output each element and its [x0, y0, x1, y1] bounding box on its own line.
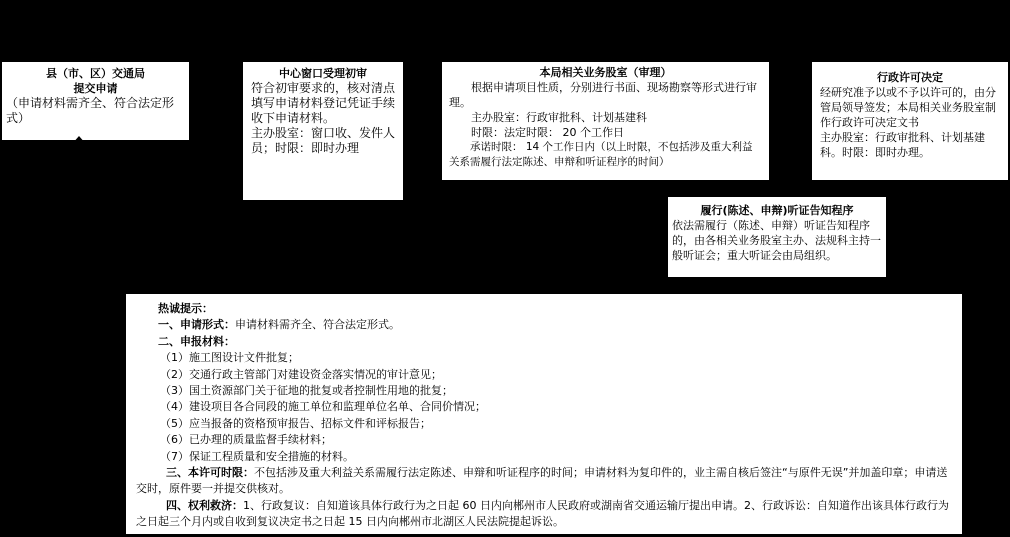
step-hearing-notice-body: 依法需履行（陈述、申辩）听证告知程序的，由各相关业务股室主办、法规科主持一般听证会；重大听证会由局组织。 — [672, 219, 881, 262]
step-hearing-notice — [668, 197, 886, 277]
tips-section-2-label: 二、申报材料： — [158, 334, 235, 348]
list-item: （6）已办理的质量监督手续材料； — [160, 433, 332, 447]
list-item: （7）保证工程质量和安全措施的材料。 — [160, 449, 354, 463]
step-window-review-office: 主办股室：窗口收、发件人员；时限：即时办理 — [251, 126, 396, 155]
tips-section-3-text: 不包括涉及重大利益关系需履行法定陈述、申辩和听证程序的时间；申请材料为复印件的，业主需自核后签注“与原件无误”并加盖印章；申请送交时，原件要一并提交供核对。 — [136, 466, 948, 496]
tips-section-3 — [136, 465, 952, 498]
step-window-review-body: 符合初审要求的，核对清点填写申请材料登记凭证手续收下申请材料。 — [251, 81, 396, 125]
step-department-review-desc: 根据申请项目性质，分别进行书面、现场勘察等形式进行审理。 — [449, 81, 757, 109]
list-item: （5）应当报备的资格预审报告、招标文件和评标报告； — [160, 416, 431, 430]
step-submit-body: （申请材料需齐全、符合法定形式） — [6, 96, 175, 125]
list-item: （2）交通行政主管部门对建设资金落实情况的审计意见； — [160, 367, 442, 381]
step-hearing-notice-title: 履行(陈述、申辩)听证告知程序 — [700, 204, 854, 217]
step-department-review-title: 本局相关业务股室（审理） — [539, 66, 672, 79]
step-department-review-office: 主办股室：行政审批科、计划基建科 — [471, 111, 647, 124]
step-submit-application — [2, 62, 189, 140]
step-license-decision-body: 经研究准予以或不予以许可的，由分管局领导签发；本局相关业务股室制作行政许可决定文书 — [820, 86, 996, 129]
step-license-decision-office: 主办股室：行政审批科、计划基建科。时限：即时办理。 — [820, 131, 985, 159]
tips-section-1-label: 一、申请形式： — [158, 318, 235, 332]
tips-section-4-text: 1、行政复议：自知道该具体行政行为之日起 60 日内向郴州市人民政府或湖南省交通运输厅提出申请。2、行政诉讼：自知道作出该具体行政行为之日起三个月内或自收到复议决定书之日起 15 日内向郴州市北湖区人民法院提起诉讼。 — [136, 498, 949, 529]
tips-section-1 — [136, 317, 952, 333]
tips-section-4 — [136, 498, 952, 531]
tips-section-4-label: 四、权利救济： — [166, 498, 243, 512]
tips-heading: 热诚提示： — [158, 302, 213, 315]
tips-materials-list — [136, 350, 952, 465]
step-window-review — [243, 62, 403, 200]
step-license-decision-title: 行政许可决定 — [877, 71, 943, 84]
step-department-review-promise-time: 承诺时限： 14 个工作日内（以上时限，不包括涉及重大利益关系需履行法定陈述、申辩和听证程序的时间） — [449, 141, 753, 168]
tips-section-1-text: 申请材料需齐全、符合法定形式。 — [235, 318, 400, 332]
step-submit-title-agency: 县（市、区）交通局 — [46, 67, 145, 80]
up-arrow-icon — [72, 136, 86, 144]
step-department-review — [442, 62, 769, 180]
step-submit-title: 提交申请 — [73, 82, 118, 95]
list-item: （4）建设项目各合同段的施工单位和监理单位名单、合同价情况； — [160, 400, 486, 414]
list-item: （3）国土资源部门关于征地的批复或者控制性用地的批复； — [160, 384, 453, 398]
tips-section-3-label: 三、本许可时限： — [166, 466, 254, 480]
step-window-review-title: 中心窗口受理初审 — [279, 67, 367, 80]
list-item: （1）施工图设计文件批复； — [160, 351, 299, 365]
step-department-review-legal-time: 时限：法定时限： 20 个工作日 — [471, 126, 624, 139]
step-license-decision — [812, 62, 1008, 180]
tips-panel — [126, 294, 962, 534]
